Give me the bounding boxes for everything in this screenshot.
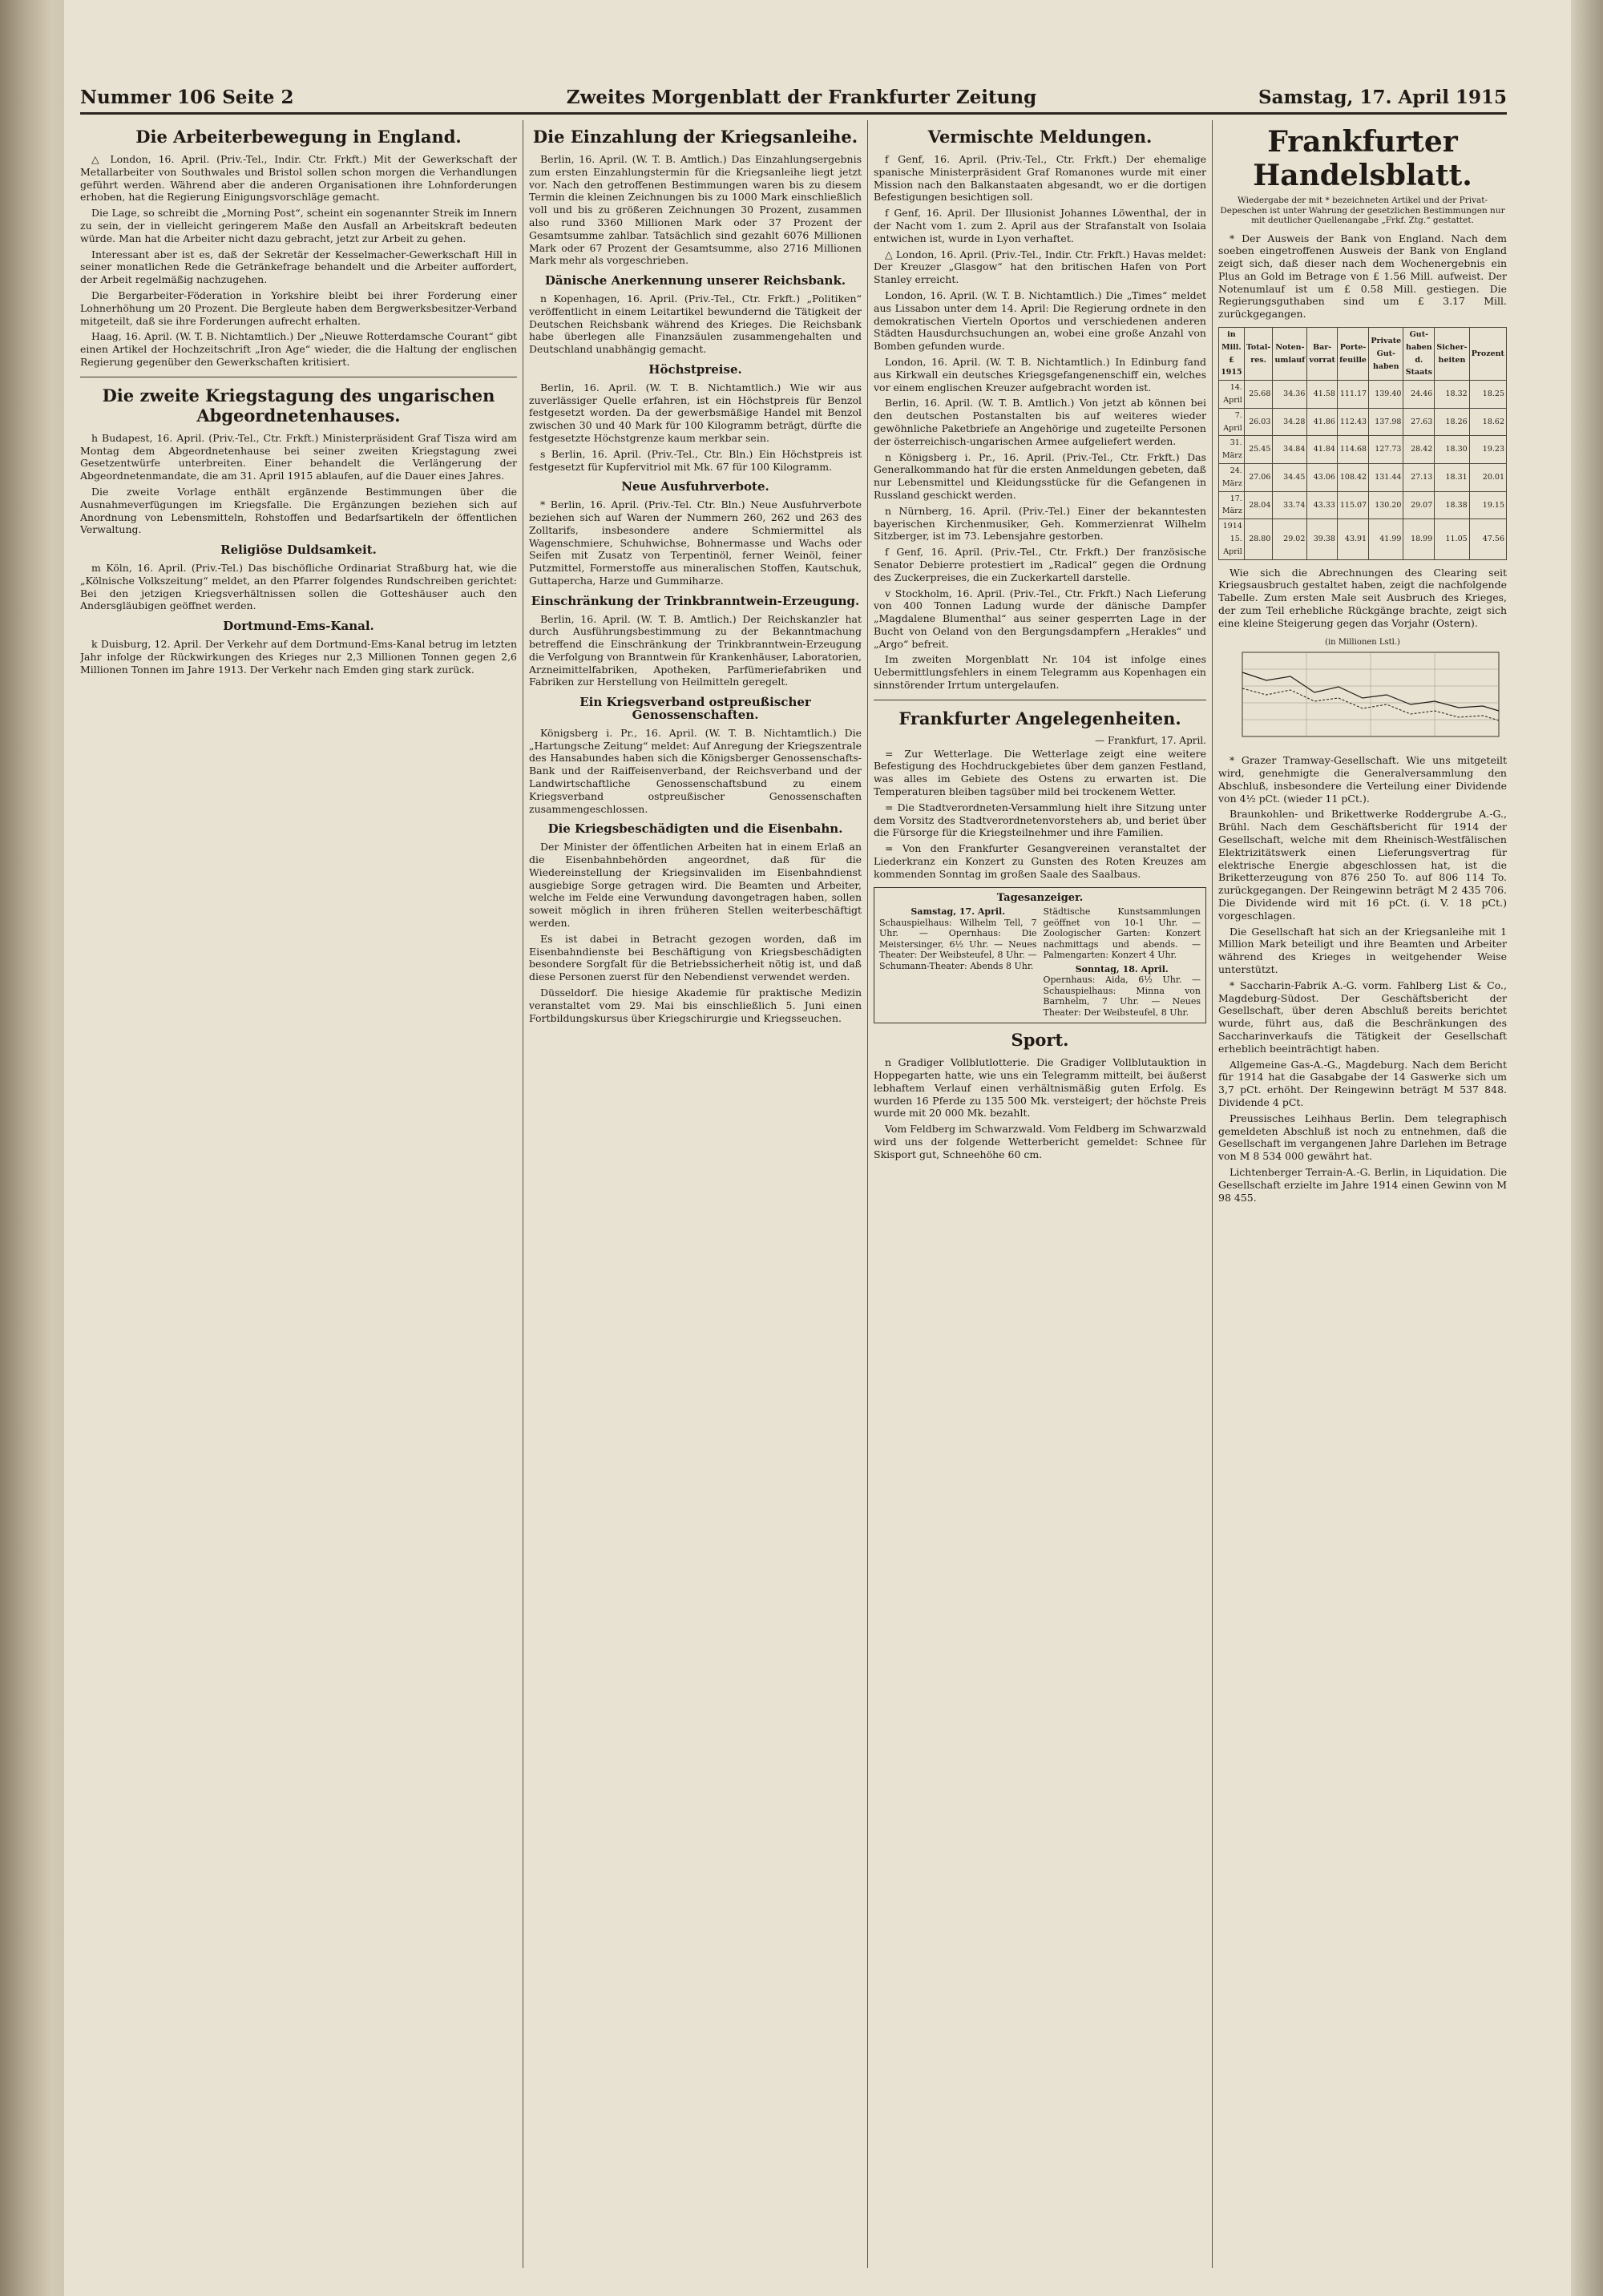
column-1 bbox=[80, 120, 517, 2268]
paragraph: = Von den Frankfurter Gesangvereinen veranstaltet der Liederkranz ein Konzert zu Gunsten des Roten Kreuzes am kommenden Sonntag im großen Saale des Saalbaus. bbox=[874, 842, 1206, 880]
table-cell: 115.07 bbox=[1337, 491, 1368, 519]
table-row bbox=[1219, 519, 1507, 559]
column-rule bbox=[867, 120, 868, 2268]
table-cell: 18.25 bbox=[1469, 381, 1506, 409]
table-header-cell: Bar-vorrat bbox=[1307, 328, 1338, 381]
subheadline: Die Kriegsbeschädigten und die Eisenbahn. bbox=[547, 821, 843, 837]
paragraph: n Nürnberg, 16. April. (Priv.-Tel.) Einer der bekanntesten bayerischen Kirchenmusiker, Geh. Kommerzienrat Wilhelm Sitzberger, ist im 73. Lebensjahre gestorben. bbox=[874, 504, 1206, 543]
headline: Vermischte Meldungen. bbox=[927, 127, 1153, 147]
paragraph: Im zweiten Morgenblatt Nr. 104 ist infolge eines Uebermittlungsfehlers in einem Telegramm aus Kopenhagen ein sinnstörender Irrtum untergelaufen. bbox=[874, 653, 1206, 692]
table-row bbox=[1219, 464, 1507, 492]
headline: Die zweite Kriegstagung des ungarischen Abgeordnetenhauses. bbox=[102, 385, 495, 426]
table-cell: 127.73 bbox=[1369, 436, 1403, 464]
paragraph: m Köln, 16. April. (Priv.-Tel.) Das bischöfliche Ordinariat Straßburg hat, wie die „Kölnische Volkszeitung“ meldet, an den Pfarrer folgendes Rundschreiben gerichtet: Bei den jetzigen Kriegsverhältnissen sollen die Gotteshäuser auch den Andersgläubigen geöffnet werden. bbox=[80, 561, 517, 612]
issue-date: Samstag, 17. April 1915 bbox=[1258, 87, 1507, 108]
table-cell: 27.06 bbox=[1244, 464, 1273, 492]
column-2 bbox=[529, 120, 862, 2268]
paragraph: Die Lage, so schreibt die „Morning Post“, scheint ein sogenannter Streik im Innern zu sein, der in vielleicht geringerem Maße den Ausfall an Arbeitskraft bedeuten würde. Man hat die Arbeiter nicht dazu gebracht, jetzt zur Arbeit zu gehen. bbox=[80, 207, 517, 244]
issue-number: Nummer 106 Seite 2 bbox=[80, 87, 294, 108]
paragraph: = Zur Wetterlage. Die Wetterlage zeigt eine weitere Befestigung des Hochdruckgebietes über dem ganzen Festland, was alles im Gebiete des Ostens zu erwarten ist. Die Temperaturen bleiben tagsüber mild bei trockenem Wetter. bbox=[874, 747, 1206, 798]
table-cell: 131.44 bbox=[1369, 464, 1403, 492]
paragraph: Allgemeine Gas-A.-G., Magdeburg. Nach dem Bericht für 1914 hat die Gasabgabe der 14 Gaswerke sich um 3,7 pCt. erhöht. Der Reingewinn beträgt M 537 848. Dividende 4 pCt. bbox=[1218, 1058, 1507, 1108]
paragraph: London, 16. April. (W. T. B. Nichtamtlich.) Die „Times“ meldet aus Lissabon unter dem 14. April: Die Regierung ordnete in den demokratischen Vierteln Oportos und verschiedenen anderen Städten Hausdurchsuchungen an, wobei eine große Anzahl von Bomben gefunden wurde. bbox=[874, 289, 1206, 353]
table-cell: 130.20 bbox=[1369, 491, 1403, 519]
paragraph: h Budapest, 16. April. (Priv.-Tel., Ctr. Frkft.) Ministerpräsident Graf Tisza wird am Montag dem Abgeordnetenhause bei seiner zweiten Kriegstagung zwei Gesetzentwürfe unterbreiten. Einer behandelt die Verlängerung der Abgeordnetenmandate, die am 31. April 1915 ablaufen, auf die Dauer eines Jahres. bbox=[80, 431, 517, 482]
table-cell: 34.45 bbox=[1273, 464, 1307, 492]
table-header-row bbox=[1219, 328, 1507, 381]
paragraph: n Königsberg i. Pr., 16. April. (Priv.-Tel., Ctr. Frkft.) Das Generalkommando hat für die ersten Anmeldungen gebeten, daß nur Lebensmittel und Kleidungsstücke für die Gefangenen in Russland geschickt werden. bbox=[874, 450, 1206, 501]
table-cell: 34.28 bbox=[1273, 408, 1307, 436]
table-cell: 111.17 bbox=[1337, 381, 1368, 409]
paragraph: Berlin, 16. April. (W. T. B. Amtlich.) Der Reichskanzler hat durch Ausführungsbestimmung zu der Bekanntmachung betreffend die Einschränkung der Trinkbranntwein-Erzeugung die Verfolgung von Branntwein für Krankenhäuser, Laboratorien, Arzneimittelfabriken, Apotheken, Parfümeriefabriken und Fabriken zur Herstellung von Heilmitteln geregelt. bbox=[529, 612, 862, 688]
paragraph: Die Bergarbeiter-Föderation in Yorkshire bleibt bei ihrer Forderung einer Lohnerhöhung um 20 Prozent. Die Bergleute haben dem Bergwerksbesitzer-Verband mitgeteilt, daß sie ihre Forderungen aufrecht erhalten. bbox=[80, 289, 517, 327]
table-cell: 139.40 bbox=[1369, 381, 1403, 409]
table-row bbox=[1219, 408, 1507, 436]
masthead bbox=[80, 80, 1507, 115]
table-header-cell: Private Gut-haben bbox=[1369, 328, 1403, 381]
day-heading: Sonntag, 18. April. bbox=[1075, 963, 1169, 974]
table-cell: 41.99 bbox=[1369, 519, 1403, 559]
subheadline: Einschränkung der Trinkbranntwein-Erzeugung. bbox=[531, 593, 860, 608]
page-edge bbox=[1571, 0, 1603, 2296]
subheadline: Ein Kriegsverband ostpreußischer Genossenschaften. bbox=[579, 695, 811, 723]
bank-of-england-table bbox=[1218, 327, 1507, 560]
paragraph: Berlin, 16. April. (W. T. B. Amtlich.) Das Einzahlungsergebnis zum ersten Einzahlungstermin für die Kriegsanleihe liegt jetzt vor. Nach den getroffenen Bestimmungen waren bis zu diesem Termin die kleinen Zeichnungen bis zu 1000 Mark einschließlich voll und bis zu größeren Zeichnungen 30 Prozent, zusammen also rund 3360 Millionen Mark oder 37 Prozent der Gesamtsumme zahlbar. Tatsächlich sind gezahlt 6076 Millionen Mark oder 67 Prozent der Gesamtsumme, also 2716 Millionen Mark mehr als vorgeschrieben. bbox=[529, 153, 862, 267]
paragraph: Interessant aber ist es, daß der Sekretär der Kesselmacher-Gewerkschaft Hill in seiner monatlichen Rede die Getränkefrage behandelt und die Arbeiter auffordert, der Arbeit regelmäßig nachzugehen. bbox=[80, 248, 517, 286]
clearing-chart-svg bbox=[1218, 648, 1507, 744]
paragraph: * Berlin, 16. April. (Priv.-Tel. Ctr. Bln.) Neue Ausfuhrverbote beziehen sich auf Waren der Nummern 260, 262 und 263 des Zolltarifs, insbesondere andere Schmiermittel als Wagenschmiere, Schuhwichse, Bohnermasse und Wachs oder Seifen mit Zusatz von Terpentinöl, ferner Weinöl, feiner Putzmittel, Formerstoffe aus mineralischen Stoffen, Kautschuk, Guttapercha, Harze und Gummiharze. bbox=[529, 498, 862, 587]
table-cell: 43.06 bbox=[1307, 464, 1338, 492]
table-cell: 26.03 bbox=[1244, 408, 1273, 436]
event-listing: Städtische Kunstsammlungen geöffnet von 10-1 Uhr. — Zoologischer Garten: Konzert nachmittags und abends. — Palmengarten: Konzert 4 Uhr. bbox=[1043, 906, 1201, 961]
table-header-cell: Gut-haben d. Staats bbox=[1403, 328, 1435, 381]
table-cell: 14. April bbox=[1219, 381, 1245, 409]
table-header-cell: Total-res. bbox=[1244, 328, 1273, 381]
table-cell: 24. März bbox=[1219, 464, 1245, 492]
paragraph: s Berlin, 16. April. (Priv.-Tel., Ctr. Bln.) Ein Höchstpreis ist festgesetzt für Kupfervitriol mit Mk. 67 für 100 Kilogramm. bbox=[529, 447, 862, 473]
table-cell: 18.62 bbox=[1469, 408, 1506, 436]
table-row bbox=[1219, 436, 1507, 464]
table-cell: 112.43 bbox=[1337, 408, 1368, 436]
section-title: Frankfurter Handelsblatt. bbox=[1253, 125, 1472, 192]
table-header-cell: Sicher-heiten bbox=[1435, 328, 1469, 381]
subheadline: Neue Ausfuhrverbote. bbox=[621, 479, 769, 494]
paragraph: f Genf, 16. April. (Priv.-Tel., Ctr. Frkft.) Der französische Senator Debierre protestiert im „Radical“ gegen die Ordnung des Zuckerpreises, die ein Zuckerkartell darstelle. bbox=[874, 546, 1206, 583]
dateline: — Frankfurt, 17. April. bbox=[1095, 734, 1206, 746]
paragraph: n Gradiger Vollblutlotterie. Die Gradiger Vollblutauktion in Hoppegarten hatte, wie uns ein Telegramm mitteilt, bei äußerst lebhaftem Verlauf einen verhältnismäßig guten Erfolg. Es wurden 16 Pferde zu 135 500 Mk. versteigert; der höchste Preis wurde mit 20 000 Mk. bezahlt. bbox=[874, 1056, 1206, 1120]
event-listing: Schauspielhaus: Wilhelm Tell, 7 Uhr. — Opernhaus: Die Meistersinger, 6½ Uhr. — Neues Theater: Der Weibsteufel, 8 Uhr. — Schumann-Theater: Abends 8 Uhr. bbox=[879, 917, 1037, 971]
headline: Sport. bbox=[1011, 1030, 1069, 1051]
paragraph: Königsberg i. Pr., 16. April. (W. T. B. Nichtamtlich.) Die „Hartungsche Zeitung“ meldet: Auf Anregung der Kriegszentrale des Hansabundes haben sich die Königsberger Genossenschafts-Bank und der Raiffeisenverband, der Reichsverband und der Landwirtschaftliche Genossenschaftsbund zu einem Kriegsverband ostpreußischer Genossenschaften zusammengeschlossen. bbox=[529, 726, 862, 815]
headline: Die Einzahlung der Kriegsanleihe. bbox=[532, 127, 858, 147]
paragraph: Die zweite Vorlage enthält ergänzende Bestimmungen über die Ausnahmeverfügungen im Kriegsfalle. Die Ergänzungen beziehen sich auf Anordnung von Lebensmitteln, Rohstoffen und Bedarfsartikeln der öffentlichen Verwaltung. bbox=[80, 485, 517, 536]
table-cell: 29.07 bbox=[1403, 491, 1435, 519]
table-cell: 18.26 bbox=[1435, 408, 1469, 436]
table-cell: 24.46 bbox=[1403, 381, 1435, 409]
table-cell: 43.91 bbox=[1337, 519, 1368, 559]
table-cell: 114.68 bbox=[1337, 436, 1368, 464]
paragraph: Haag, 16. April. (W. T. B. Nichtamtlich.) Der „Nieuwe Rotterdamsche Courant“ gibt einen Artikel der Hochzeitschrift „Iron Age“ wieder, die die Haltung der englischen Regierung gegenüber den Gewerkschaften kritisiert. bbox=[80, 330, 517, 368]
subheadline: Dortmund-Ems-Kanal. bbox=[223, 619, 374, 634]
paragraph: London, 16. April. (W. T. B. Nichtamtlich.) In Edinburg fand aus Kirkwall ein deutsches Kriegsgefangenenschiff ein, welches vor einem englischen Kreuzer aufgebracht worden ist. bbox=[874, 355, 1206, 393]
paragraph: Düsseldorf. Die hiesige Akademie für praktische Medizin veranstaltet vom 29. Mai bis einschließlich 5. Juni einen Fortbildungskursus über Kriegschirurgie und Kriegsseuchen. bbox=[529, 987, 862, 1024]
table-cell: 11.05 bbox=[1435, 519, 1469, 559]
table-cell: 18.99 bbox=[1403, 519, 1435, 559]
paragraph: f Genf, 16. April. Der Illusionist Johannes Löwenthal, der in der Nacht vom 1. zum 2. April aus der Strafanstalt von Isolaia entwichen ist, wurde in Lyon verhaftet. bbox=[874, 207, 1206, 244]
paragraph: Preussisches Leihhaus Berlin. Dem telegraphisch gemeldeten Abschluß ist noch zu entnehmen, daß die Gesellschaft im vergangenen Jahre Darlehen im Betrage von M 8 534 000 gewährt hat. bbox=[1218, 1112, 1507, 1163]
chart-title: (in Millionen Lstl.) bbox=[1325, 637, 1400, 647]
paragraph: k Duisburg, 12. April. Der Verkehr auf dem Dortmund-Ems-Kanal betrug im letzten Jahr infolge der Rückwirkungen des Krieges nur 2,3 Millionen Tonnen gegen 2,6 Millionen Tonnen im Jahre 1913. Der Verkehr nach Emden ging stark zurück. bbox=[80, 637, 517, 676]
table-cell: 17. März bbox=[1219, 491, 1245, 519]
table-header-cell: Noten-umlauf bbox=[1273, 328, 1307, 381]
subheadline: Höchstpreise. bbox=[648, 361, 742, 377]
table-cell: 43.33 bbox=[1307, 491, 1338, 519]
table-cell: 47.56 bbox=[1469, 519, 1506, 559]
table-cell: 7. April bbox=[1219, 408, 1245, 436]
clearing-chart bbox=[1218, 636, 1507, 749]
table-cell: 27.13 bbox=[1403, 464, 1435, 492]
table-cell: 18.32 bbox=[1435, 381, 1469, 409]
table-cell: 33.74 bbox=[1273, 491, 1307, 519]
table-cell: 18.38 bbox=[1435, 491, 1469, 519]
paragraph: △ London, 16. April. (Priv.-Tel., Indir. Ctr. Frkft.) Mit der Gewerkschaft der Metallarbeiter von Southwales und Bristol sollen schon morgen die Verhandlungen geführt werden. Während aber die anderen Organisationen ihre Lohnforderungen erhoben, hat die Regierung Einigungsvorschläge gemacht. bbox=[80, 153, 517, 204]
table-cell: 41.84 bbox=[1307, 436, 1338, 464]
table-cell: 108.42 bbox=[1337, 464, 1368, 492]
paragraph: * Der Ausweis der Bank von England. Nach dem soeben eingetroffenen Ausweis der Bank von England zeigt sich, daß dieser nach dem Wochenergebnis ein Plus an Gold im Betrage von £ 1.56 Mill. aufweist. Der Notenumlauf ist um £ 0.58 Mill. gestiegen. Die Regierungsguthaben sind um £ 3.17 Mill. zurückgegangen. bbox=[1218, 232, 1507, 321]
paragraph: Lichtenberger Terrain-A.-G. Berlin, in Liquidation. Die Gesellschaft erzielte im Jahre 1914 einen Gewinn von M 98 455. bbox=[1218, 1165, 1507, 1204]
paragraph: f Genf, 16. April. (Priv.-Tel., Ctr. Frkft.) Der ehemalige spanische Ministerpräsident Graf Romanones wurde mit einer Mission nach den Balkanstaaten abgesandt, wo er die dortigen Befestigungen besichtigen soll. bbox=[874, 153, 1206, 204]
column-3 bbox=[874, 120, 1206, 2268]
reprint-notice: Wiedergabe der mit * bezeichneten Artikel und der Privat-Depeschen ist unter Wahrung der gesetzlichen Bestimmungen nur mit deutlicher Quellenangabe „Frkf. Ztg.“ gestattet. bbox=[1220, 196, 1505, 225]
table-cell: 28.42 bbox=[1403, 436, 1435, 464]
table-cell: 31. März bbox=[1219, 436, 1245, 464]
paragraph: △ London, 16. April. (Priv.-Tel., Indir. Ctr. Frkft.) Havas meldet: Der Kreuzer „Glasgow“ hat den britischen Hafen von Port Stanley erreicht. bbox=[874, 248, 1206, 286]
table-cell: 18.31 bbox=[1435, 464, 1469, 492]
table-body bbox=[1219, 381, 1507, 559]
subheadline: Dänische Anerkennung unserer Reichsbank. bbox=[544, 273, 846, 289]
tagesanzeiger-box bbox=[874, 887, 1206, 1024]
table-cell: 28.04 bbox=[1244, 491, 1273, 519]
table-cell: 25.45 bbox=[1244, 436, 1273, 464]
paragraph: n Kopenhagen, 16. April. (Priv.-Tel., Ctr. Frkft.) „Politiken“ veröffentlicht in einem Leitartikel bewundernd die Tätigkeit der Deutschen Reichsbank während des Krieges. Die Reichsbank habe überlegen alle Finanzsäulen zusammengehalten und Deutschland unabhängig gemacht. bbox=[529, 292, 862, 356]
table-row bbox=[1219, 491, 1507, 519]
table-header-cell: Prozent bbox=[1469, 328, 1506, 381]
paragraph: Es ist dabei in Betracht gezogen worden, daß im Eisenbahndienste bei Beschäftigung von Kriegsbeschädigten besondere Sorgfalt für die Betriebssicherheit nötig ist, und daß diese Personen zuerst für den Nebendienst verwendet werden. bbox=[529, 932, 862, 983]
binding-spine bbox=[0, 0, 64, 2296]
event-listing: Opernhaus: Aida, 6½ Uhr. — Schauspielhaus: Minna von Barnhelm, 7 Uhr. — Neues Theater: Der Weibsteufel, 8 Uhr. bbox=[1043, 974, 1201, 1018]
headline: Die Arbeiterbewegung in England. bbox=[135, 127, 462, 147]
table-header-cell: Porte-feuille bbox=[1337, 328, 1368, 381]
day-heading: Samstag, 17. April. bbox=[911, 906, 1006, 918]
table-cell: 34.36 bbox=[1273, 381, 1307, 409]
paragraph: Die Gesellschaft hat sich an der Kriegsanleihe mit 1 Million Mark beteiligt und ihre Beamten und Arbeiter während des Krieges in weitgehender Weise unterstützt. bbox=[1218, 925, 1507, 975]
box-title: Tagesanzeiger. bbox=[996, 891, 1084, 904]
paragraph: * Grazer Tramway-Gesellschaft. Wie uns mitgeteilt wird, genehmigte die Generalversammlung den Abschluß, insbesondere die Verteilung einer Dividende von 4½ pCt. (wieder 11 pCt.). bbox=[1218, 754, 1507, 805]
table-header-cell: in Mill. £ 1915 bbox=[1219, 328, 1245, 381]
table-cell: 39.38 bbox=[1307, 519, 1338, 559]
paragraph: Vom Feldberg im Schwarzwald. Vom Feldberg im Schwarzwald wird uns der folgende Wetterbericht gemeldet: Schnee für Skisport gut, Schneehöhe 60 cm. bbox=[874, 1123, 1206, 1160]
table-cell: 27.63 bbox=[1403, 408, 1435, 436]
paragraph: Wie sich die Abrechnungen des Clearing seit Kriegsausbruch gestaltet haben, zeigt die nachfolgende Tabelle. Zum ersten Male seit Ausbruch des Krieges, der zum Teil erhebliche Rückgänge brachte, zeigt sich eine kleine Steigerung gegen das Vorjahr (Ostern). bbox=[1218, 566, 1507, 629]
table-cell: 18.30 bbox=[1435, 436, 1469, 464]
table-row bbox=[1219, 381, 1507, 409]
column-4 bbox=[1218, 120, 1507, 2268]
table-cell: 19.15 bbox=[1469, 491, 1506, 519]
table-cell: 1914 15. April bbox=[1219, 519, 1245, 559]
table-cell: 28.80 bbox=[1244, 519, 1273, 559]
newspaper-title: Zweites Morgenblatt der Frankfurter Zeitung bbox=[566, 87, 1037, 108]
paragraph: * Saccharin-Fabrik A.-G. vorm. Fahlberg List & Co., Magdeburg-Südost. Der Geschäftsbericht der Gesellschaft, über deren Abschluß bereits berichtet wurde, führt aus, daß die Beschränkungen des Saccharinverkaufs die Tätigkeit der Gesellschaft erheblich beeinträchtigt haben. bbox=[1218, 979, 1507, 1055]
table-cell: 25.68 bbox=[1244, 381, 1273, 409]
table-cell: 41.58 bbox=[1307, 381, 1338, 409]
subheadline: Religiöse Duldsamkeit. bbox=[220, 543, 377, 558]
column-rule bbox=[1212, 120, 1213, 2268]
table-cell: 20.01 bbox=[1469, 464, 1506, 492]
table-cell: 137.98 bbox=[1369, 408, 1403, 436]
headline: Frankfurter Angelegenheiten. bbox=[898, 708, 1181, 728]
paragraph: v Stockholm, 16. April. (Priv.-Tel., Ctr. Frkft.) Nach Lieferung von 400 Tonnen Ladung wurde der dänische Dampfer „Magdalene Blumenthal“ aus seiner gesperrten Lage in der Bucht von Oeland von den Bergungsdampfern „Herakles“ und „Argo“ befreit. bbox=[874, 587, 1206, 650]
paragraph: Braunkohlen- und Brikettwerke Roddergrube A.-G., Brühl. Nach dem Geschäftsbericht für 1914 der Gesellschaft, welche mit dem Rheinisch-Westfälischen Elektrizitätswerk einen Lieferungsvertrag für elektrische Energie abgeschlossen hat, ist die Briketterzeugung von 876 250 To. auf 806 114 To. zurückgegangen. Der Reingewinn beträgt M 2 435 706. Die Dividende wird mit 16 pCt. (i. V. 18 pCt.) vorgeschlagen. bbox=[1218, 808, 1507, 922]
paragraph: Berlin, 16. April. (W. T. B. Nichtamtlich.) Wie wir aus zuverlässiger Quelle erfahren, ist ein Höchstpreis für Benzol festgesetzt worden. Da der gewerbsmäßige Handel mit Benzol zwischen 30 und 40 Mark für 100 Kilogramm beträgt, dürfte die festgesetzte Höchstgrenze kaum merkbar sein. bbox=[529, 381, 862, 444]
paragraph: Der Minister der öffentlichen Arbeiten hat in einem Erlaß an die Eisenbahnbehörden angeordnet, daß für die Wiedereinstellung der Kriegsinvaliden im Eisenbahndienst ausgiebige Sorge getragen wird. Die Beamten und Arbeiter, welche im Felde eine Verwundung davongetragen haben, sollen soweit möglich in ihren früheren Stellen weiterbeschäftigt werden. bbox=[529, 841, 862, 930]
paragraph: = Die Stadtverordneten-Versammlung hielt ihre Sitzung unter dem Vorsitz des Stadtverordnetenvorstehers ab, und beriet über die Fürsorge für die Kriegsteilnehmer und ihre Familien. bbox=[874, 801, 1206, 839]
paragraph: Berlin, 16. April. (W. T. B. Amtlich.) Von jetzt ab können bei den deutschen Postanstalten bis auf weiteres wieder gewöhnliche Paketbriefe an Angehörige und zugeteilte Personen der österreichisch-ungarischen Armee aufgeliefert werden. bbox=[874, 397, 1206, 447]
table-cell: 34.84 bbox=[1273, 436, 1307, 464]
table-cell: 41.86 bbox=[1307, 408, 1338, 436]
table-cell: 29.02 bbox=[1273, 519, 1307, 559]
table-cell: 19.23 bbox=[1469, 436, 1506, 464]
